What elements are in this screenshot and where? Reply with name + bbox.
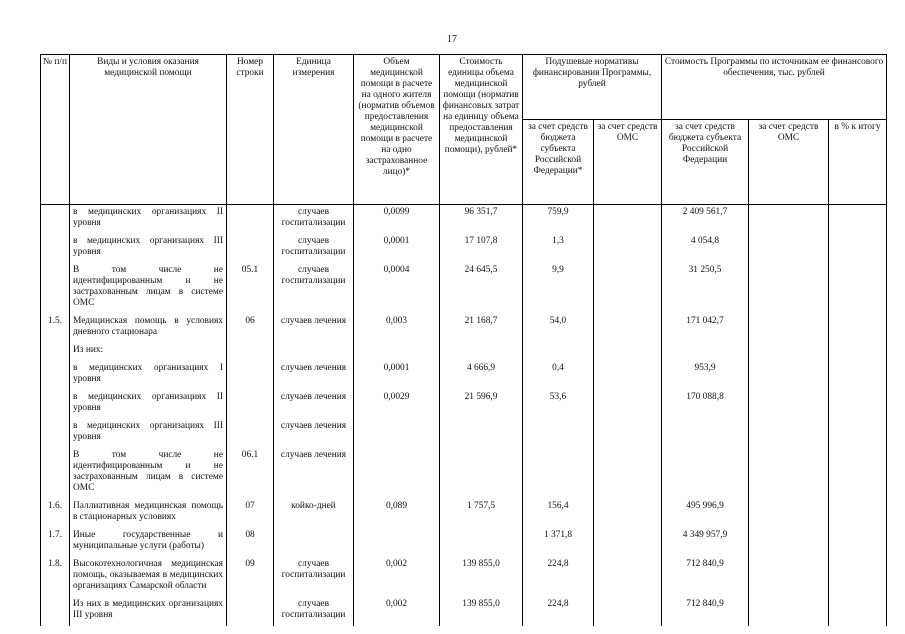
header-line: Номер строки [227,55,274,205]
cell-unit: случаев лечения [274,314,354,343]
cell-program-budget: 495 996,9 [662,499,749,528]
header-program-oms: за счет средств ОМС [749,120,829,205]
table-header [41,55,887,205]
cell-num: 1.6. [41,499,70,528]
table-row [41,419,887,448]
cell-percapita-budget [523,448,594,499]
cell-program-budget: 171 042,7 [662,314,749,343]
header-cost: Стоимость единицы объема медицинской помощи (норматив финансовых затрат на единицу объема предоставления медицинской помощи), рублей* [440,55,523,205]
cell-percapita-oms [594,390,662,419]
cell-program-budget: 4 054,8 [662,234,749,263]
cell-num: 1.5. [41,314,70,343]
header-program-pct: в % к итогу [829,120,887,205]
header-type: Виды и условия оказания медицинской помощи [70,55,227,205]
cell-program-oms [749,263,829,314]
cell-unit [274,343,354,361]
cell-cost [440,419,523,448]
cell-cost: 24 645,5 [440,263,523,314]
cell-line [227,234,274,263]
table-row [41,597,887,626]
cell-cost: 4 666,9 [440,361,523,390]
cell-program-pct [829,597,887,626]
cell-volume: 0,003 [354,314,440,343]
cell-program-budget: 712 840,9 [662,597,749,626]
cell-volume [354,448,440,499]
cell-volume: 0,0029 [354,390,440,419]
cell-program-budget: 31 250,5 [662,263,749,314]
cell-name: в медицинских организациях I уровня [70,361,227,390]
cell-num [41,343,70,361]
cell-program-pct [829,390,887,419]
cell-line [227,597,274,626]
cell-name: Из них в медицинских организациях III уровня [70,597,227,626]
cell-percapita-oms [594,263,662,314]
cell-percapita-budget: 0,4 [523,361,594,390]
cell-line: 09 [227,557,274,597]
cell-line: 05.1 [227,263,274,314]
cell-unit: случаев госпитализации [274,205,354,235]
cell-program-pct [829,343,887,361]
cell-cost [440,343,523,361]
cell-program-pct [829,263,887,314]
cell-program-budget [662,343,749,361]
table-body [41,205,887,627]
cell-line [227,361,274,390]
table-row [41,361,887,390]
cell-line: 06 [227,314,274,343]
cell-name: Медицинская помощь в условиях дневного стационара [70,314,227,343]
cell-unit: случаев лечения [274,419,354,448]
header-program: Стоимость Программы по источникам ее финансового обеспечения, тыс. рублей [662,55,887,120]
cell-volume [354,343,440,361]
cell-num [41,361,70,390]
cell-program-oms [749,343,829,361]
cell-line: 07 [227,499,274,528]
cell-percapita-budget: 1 371,8 [523,528,594,557]
cell-percapita-oms [594,597,662,626]
cell-percapita-budget: 224,8 [523,557,594,597]
cell-line [227,343,274,361]
cell-percapita-budget: 1,3 [523,234,594,263]
cell-cost: 17 107,8 [440,234,523,263]
cell-volume: 0,089 [354,499,440,528]
cell-unit: случаев госпитализации [274,234,354,263]
cell-program-pct [829,361,887,390]
cell-name: в медицинских организациях II уровня [70,390,227,419]
cell-name: в медицинских организациях III уровня [70,419,227,448]
cell-percapita-oms [594,557,662,597]
cell-unit: койко-дней [274,499,354,528]
header-percapita-budget: за счет средств бюджета субъекта Российской Федерации* [523,120,594,205]
cell-num [41,263,70,314]
cell-program-oms [749,314,829,343]
cell-program-budget: 2 409 561,7 [662,205,749,235]
cell-percapita-oms [594,234,662,263]
cell-percapita-oms [594,205,662,235]
cell-unit: случаев госпитализации [274,557,354,597]
cell-percapita-budget [523,419,594,448]
cell-num [41,448,70,499]
cell-volume: 0,0099 [354,205,440,235]
cell-unit: случаев лечения [274,361,354,390]
cell-cost: 96 351,7 [440,205,523,235]
cell-name: Из них: [70,343,227,361]
cell-program-oms [749,448,829,499]
cell-line [227,390,274,419]
cell-name: Высокотехнологичная медицинская помощь, оказываемая в медицинских организациях Самарской области [70,557,227,597]
cell-program-oms [749,528,829,557]
cell-unit: случаев лечения [274,390,354,419]
table-row [41,343,887,361]
cell-name: В том числе не идентифицированным и не застрахованным лицам в системе ОМС [70,448,227,499]
cell-num: 1.7. [41,528,70,557]
cell-cost: 139 855,0 [440,557,523,597]
cell-program-oms [749,597,829,626]
table-row [41,448,887,499]
document-sheet [40,54,886,626]
cell-percapita-oms [594,448,662,499]
cell-program-oms [749,419,829,448]
cell-volume: 0,0001 [354,361,440,390]
header-program-budget: за счет средств бюджета субъекта Российской Федерации [662,120,749,205]
cell-percapita-oms [594,499,662,528]
cell-percapita-oms [594,419,662,448]
cell-percapita-budget: 759,9 [523,205,594,235]
cell-volume: 0,002 [354,557,440,597]
cell-program-oms [749,557,829,597]
cell-unit [274,528,354,557]
cell-line: 08 [227,528,274,557]
cell-unit: случаев госпитализации [274,597,354,626]
cell-program-budget: 4 349 957,9 [662,528,749,557]
cell-program-pct [829,419,887,448]
header-volume: Объем медицинской помощи в расчете на одного жителя (норматив объемов предоставления медицинской помощи в расчете на одно застрахованное лицо)* [354,55,440,205]
cell-num [41,205,70,235]
cell-num [41,390,70,419]
cell-percapita-oms [594,528,662,557]
cell-name: в медицинских организациях III уровня [70,234,227,263]
cell-percapita-budget: 156,4 [523,499,594,528]
cell-program-budget [662,419,749,448]
cell-program-oms [749,234,829,263]
cell-cost [440,528,523,557]
cell-program-budget: 712 840,9 [662,557,749,597]
cell-cost: 139 855,0 [440,597,523,626]
cell-program-pct [829,205,887,235]
cell-volume: 0,0001 [354,234,440,263]
cell-unit: случаев госпитализации [274,263,354,314]
cell-num: 1.8. [41,557,70,597]
cell-name: Паллиативная медицинская помощь в стационарных условиях [70,499,227,528]
cell-num [41,419,70,448]
cell-program-budget: 170 088,8 [662,390,749,419]
table-row [41,390,887,419]
cell-program-pct [829,557,887,597]
cell-volume [354,419,440,448]
cell-program-budget [662,448,749,499]
table-row [41,314,887,343]
cell-program-pct [829,499,887,528]
cell-volume: 0,002 [354,597,440,626]
cell-program-pct [829,448,887,499]
program-cost-table [40,54,887,626]
cell-percapita-oms [594,343,662,361]
table-row [41,528,887,557]
cell-cost: 21 168,7 [440,314,523,343]
cell-percapita-budget [523,343,594,361]
table-row [41,499,887,528]
cell-percapita-budget: 224,8 [523,597,594,626]
cell-percapita-budget: 53,6 [523,390,594,419]
cell-program-pct [829,528,887,557]
cell-line [227,205,274,235]
cell-volume: 0,0004 [354,263,440,314]
table-row [41,205,887,235]
cell-program-pct [829,234,887,263]
cell-program-oms [749,361,829,390]
cell-program-pct [829,314,887,343]
page-number: 17 [447,34,457,45]
cell-unit: случаев лечения [274,448,354,499]
cell-program-oms [749,390,829,419]
cell-program-oms [749,205,829,235]
cell-name: В том числе не идентифицированным и не застрахованным лицам в системе ОМС [70,263,227,314]
cell-percapita-oms [594,314,662,343]
header-percapita: Подушевые нормативы финансирования Программы, рублей [523,55,662,120]
cell-num [41,597,70,626]
cell-percapita-oms [594,361,662,390]
cell-cost: 1 757,5 [440,499,523,528]
table-row [41,557,887,597]
cell-name: в медицинских организациях II уровня [70,205,227,235]
cell-name: Иные государственные и муниципальные услуги (работы) [70,528,227,557]
table-row [41,234,887,263]
header-unit: Единица измерения [274,55,354,205]
header-num: № п/п [41,55,70,205]
cell-num [41,234,70,263]
cell-percapita-budget: 54,0 [523,314,594,343]
cell-line: 06.1 [227,448,274,499]
cell-program-budget: 953,9 [662,361,749,390]
cell-cost [440,448,523,499]
table-row [41,263,887,314]
cell-program-oms [749,499,829,528]
cell-volume [354,528,440,557]
cell-cost: 21 596,9 [440,390,523,419]
cell-percapita-budget: 9,9 [523,263,594,314]
header-percapita-oms: за счет средств ОМС [594,120,662,205]
cell-line [227,419,274,448]
